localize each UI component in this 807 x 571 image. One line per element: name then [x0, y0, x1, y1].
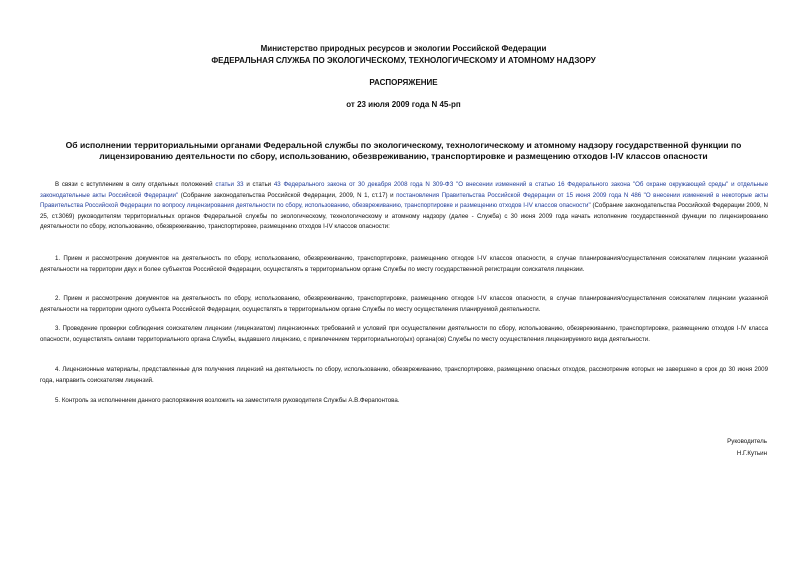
intro-paragraph: [40, 180, 768, 233]
document-title: Об исполнении территориальными органами Федеральной службы по экологическому, технологическому и атомному надзору государственной функции по лицензированию деятельности по сбору, использованию, обезвреживанию, транспортировке и размещению отходов I-IV классов опасности: [65, 140, 742, 161]
link-federal-law-309[interactable]: 43 Федерального закона от 30 декабря 2008 года N 309-ФЗ "О внесении изменений в статью 16 Федерального закона "Об охране окружающей среды" и отдельные законодательные акты Российской Федерации": [40, 181, 768, 199]
item-2-text: 2. Прием и рассмотрение документов на деятельность по сбору, использованию, обезвреживанию, транспортировке, размещению отходов I-IV классов опасности, в случае планирования/осуществления соискателем лицензии указанной деятельности на территории одного субъекта Российской Федерации, осуществлять в территориальном органе Службы по месту осуществления планируемой деятельности.: [40, 295, 768, 313]
list-item: [40, 396, 768, 407]
item-1-text: 1. Прием и рассмотрение документов на деятельность по сбору, использованию, обезвреживанию, транспортировке, размещению отходов I-IV классов опасности, в случае планирования/осуществления соискателем лицензии указанной деятельности на территории двух и более субъектов Российской Федерации, осуществлять в территориальном органе Службы по месту государственной регистрации соискателя лицензии.: [40, 255, 768, 273]
ministry-name: Министерство природных ресурсов и экологии Российской Федерации: [260, 44, 547, 53]
signature-position: Руководитель: [727, 438, 767, 445]
list-item: [40, 254, 768, 275]
link-government-decree-486[interactable]: постановления Правительства Российской Федерации от 15 июня 2009 года N 486 "О внесении изменений в некоторые акты Правительства Российской Федерации по вопросу лицензирования деятельности по сбору, использованию, обезвреживанию, транспортировке и размещению отходов I-IV классов опасности": [40, 191, 768, 209]
document-date: от 23 июля 2009 года N 45-рп: [346, 100, 461, 109]
intro-text-2: и статьи: [243, 181, 274, 188]
link-article-33[interactable]: статьи 33: [215, 181, 244, 188]
intro-text-3: (Собрание законодательства Российской Федерации, 2009, N 1, ст.17) и: [178, 191, 397, 199]
signature-name: Н.Г.Кутьин: [736, 450, 767, 457]
item-5-text: 5. Контроль за исполнением данного распоряжения возложить на заместителя руководителя Службы А.В.Ферапонтова.: [55, 397, 400, 404]
intro-text-4: (Собрание законодательства Российской Федерации 2009, N 25, ст.3069) руководителям территориальных органов Федеральной службы по экологическому, технологическому и атомному надзору (далее - Служба) с 30 июня 2009 года начать исполнение государственной функции по лицензированию деятельности по сбору, использованию, обезвреживанию, транспортировке, размещению отходов I-IV классов опасности:: [40, 202, 768, 230]
item-3-text: 3. Проведение проверки соблюдения соискателем лицензии (лицензиатом) лицензионных требований и условий при осуществлении деятельности по сбору, использованию, обезвреживанию, транспортировке, размещению отходов I-IV класса опасности, осуществлять силами территориального органа Службы, выдавшего лицензию, с привлечением территориального(ых) органа(ов) Службы по месту осуществления лицензируемого вида деятельности.: [40, 325, 768, 343]
intro-text-1: В связи с вступлением в силу отдельных положений: [55, 181, 216, 188]
service-name: ФЕДЕРАЛЬНАЯ СЛУЖБА ПО ЭКОЛОГИЧЕСКОМУ, ТЕХНОЛОГИЧЕСКОМУ И АТОМНОМУ НАДЗОРУ: [211, 56, 596, 65]
item-4-text: 4. Лицензионные материалы, представленные для получения лицензий на деятельность по сбору, использованию, обезвреживанию, транспортировке, размещению опасных отходов, рассмотрение которых не завершено в срок до 30 июня 2009 года, направить соискателям лицензий.: [40, 366, 768, 384]
list-item: [40, 324, 768, 345]
list-item: [40, 294, 768, 315]
list-item: [40, 365, 768, 386]
document-type: РАСПОРЯЖЕНИЕ: [369, 78, 438, 87]
